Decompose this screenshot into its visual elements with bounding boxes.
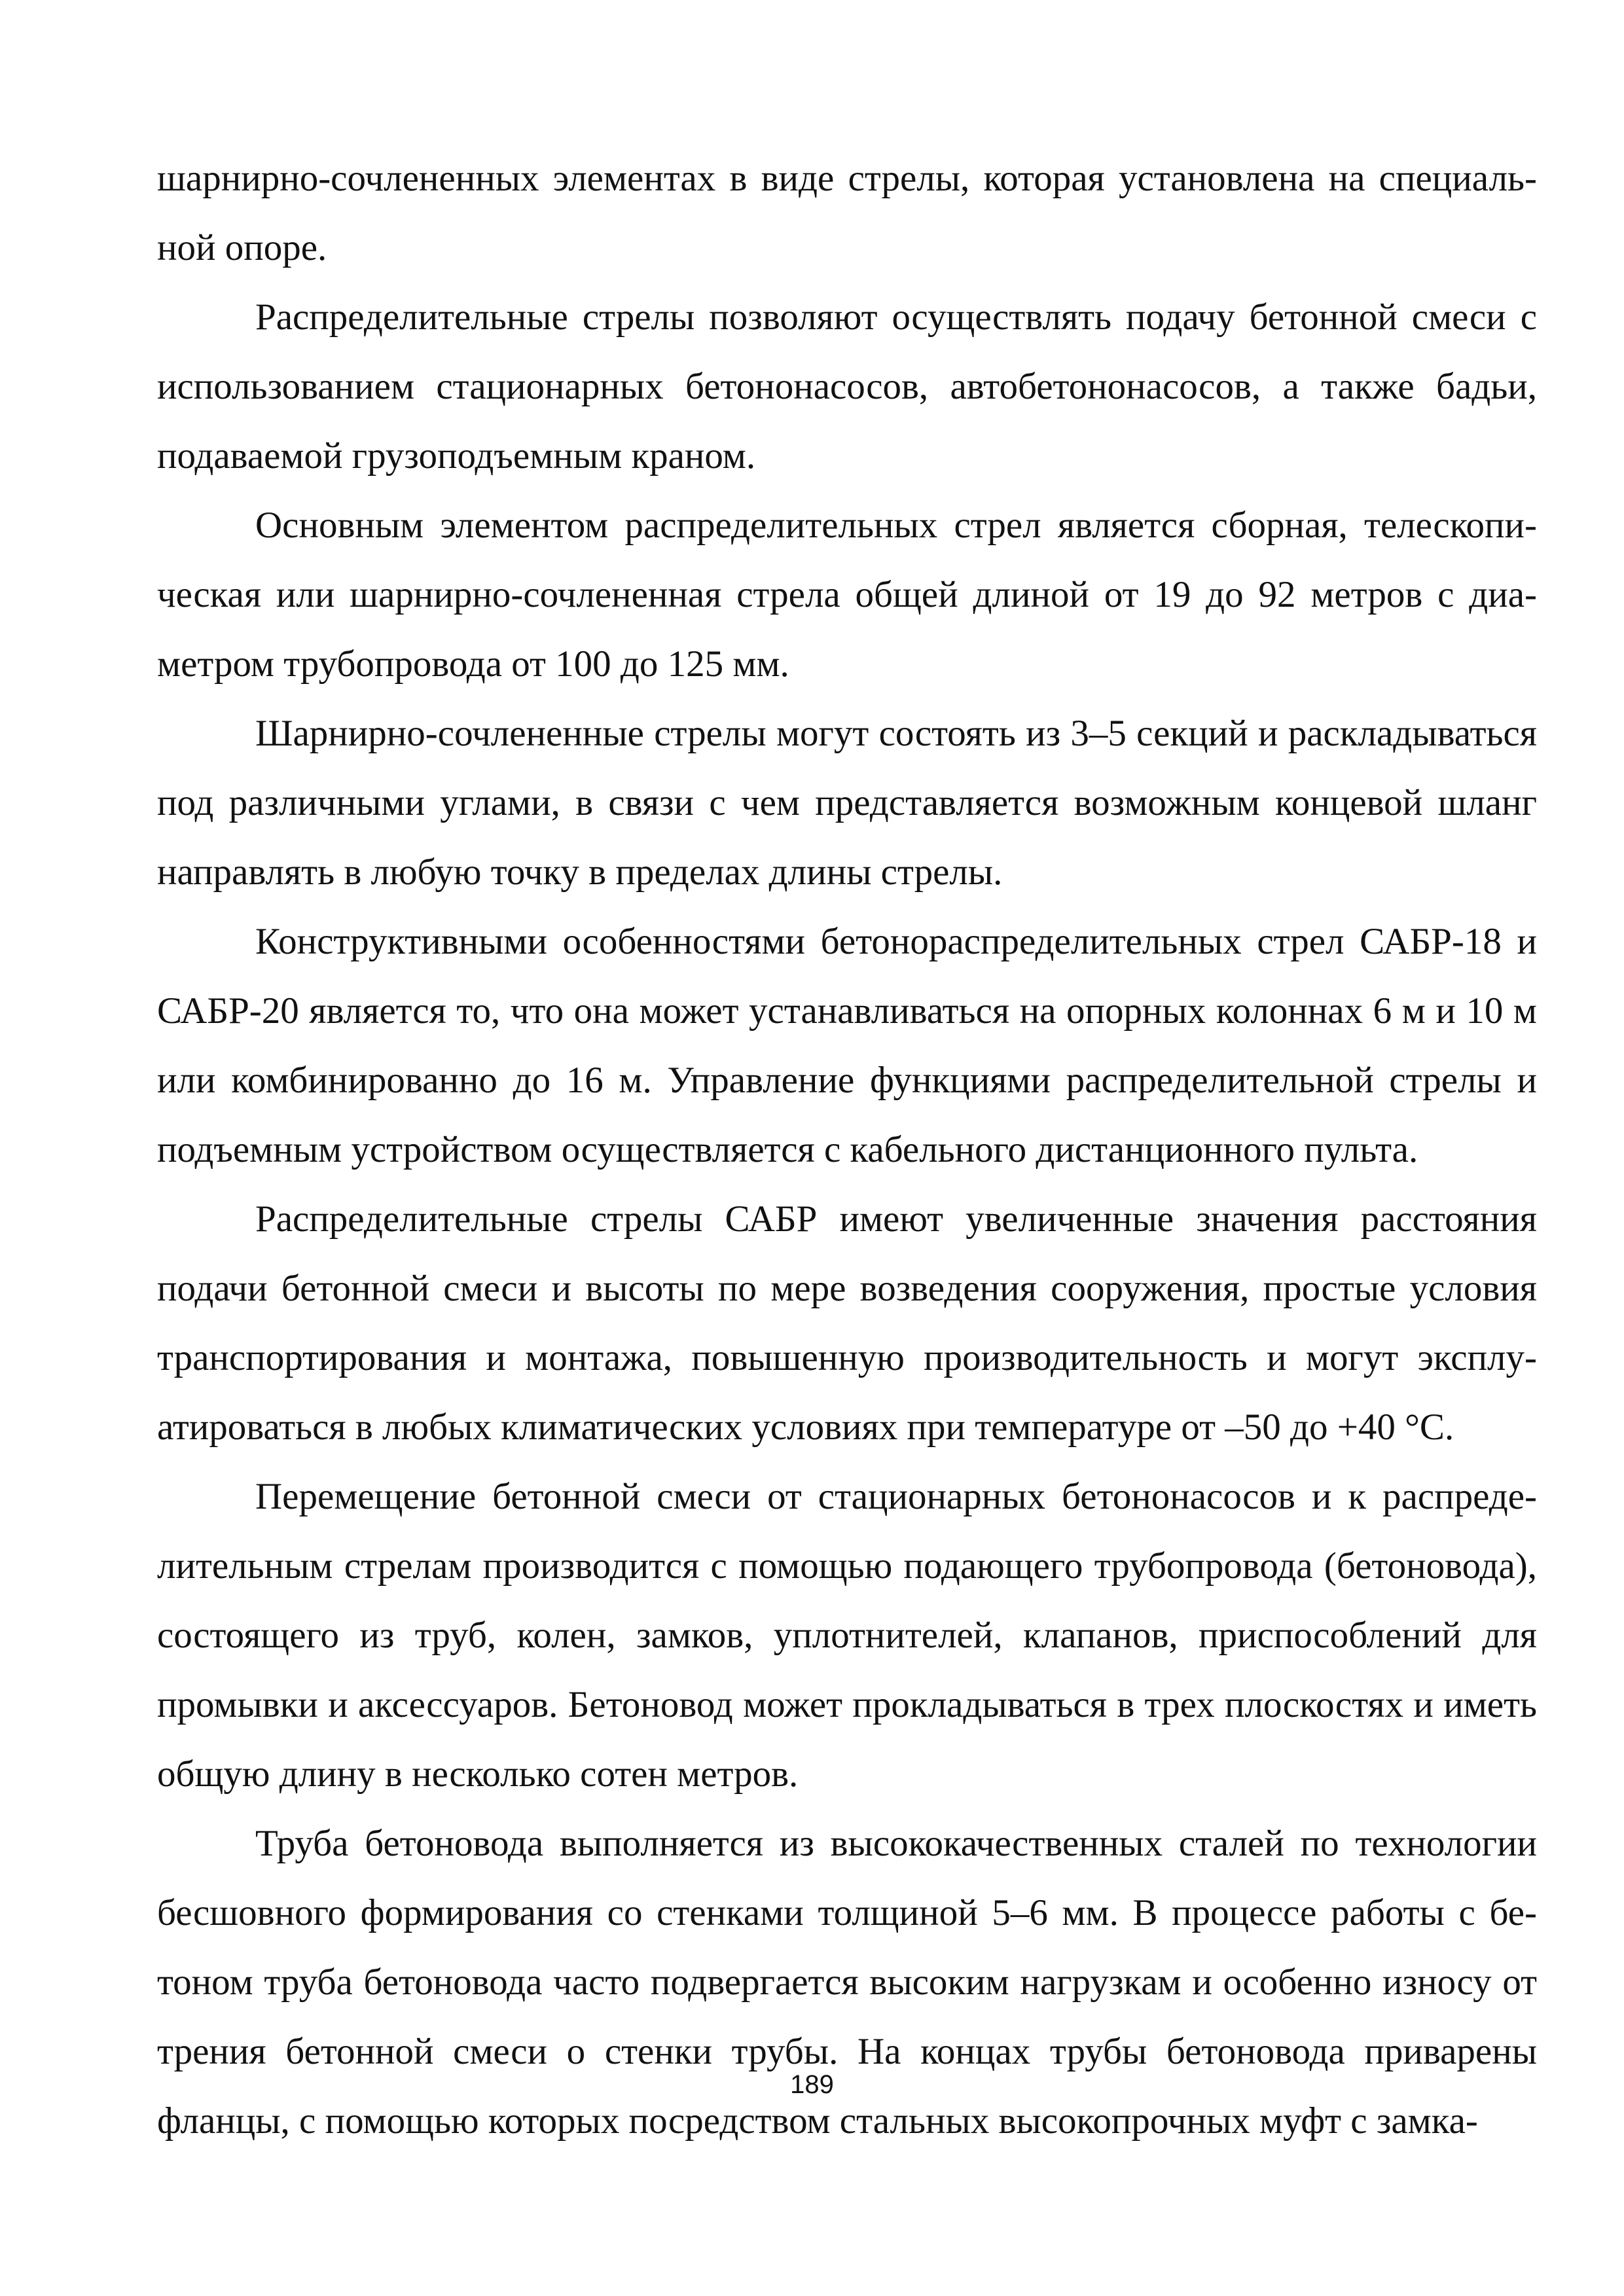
paragraph-sabr-design: Конструктивными особенностями бетонораспределительных стрел САБР-18 и САБР-20 является то, что она может устанавливаться на опорных колоннах 6 м и 10 м или комбинированно до 16 м. Управление функциями распределительной стрелы и подъемным устройством осуществляется с кабельного дистанционного пульта. — [157, 921, 1537, 1170]
body-text — [157, 144, 1537, 2156]
paragraph-concrete-pipeline: Перемещение бетонной смеси от стационарных бетононасосов и к распределительным стрелам производится с помощью подающего трубопровода (бетоновода), состоящего из труб, колен, замков, уплотнителей, клапанов, приспособлений для промывки и аксессуаров. Бетоновод может прокладываться в трех плоскостях и иметь общую длину в несколько сотен метров. — [157, 1476, 1537, 1795]
paragraph-main-element: Основным элементом распределительных стрел является сборная, телескопическая или шарнирно-сочлененная стрела общей длиной от 19 до 92 метров с диаметром трубопровода от 100 до 125 мм. — [157, 505, 1537, 685]
paragraph-pipe-manufacturing: Труба бетоновода выполняется из высококачественных сталей по технологии бесшовного формирования со стенками толщиной 5–6 мм. В процессе работы с бетоном труба бетоновода часто подвергается высоким нагрузкам и особенно износу от трения бетонной смеси о стенки трубы. На концах трубы бетоновода приварены фланцы, с помощью которых посредством стальных высокопрочных муфт с замка- — [157, 1823, 1537, 2142]
paragraph-distribution-booms: Распределительные стрелы позволяют осуществлять подачу бетонной смеси с использованием стационарных бетононасосов, автобетононасосов, а также бадьи, подаваемой грузоподъемным краном. — [157, 296, 1537, 476]
page-number: 189 — [790, 2070, 834, 2099]
paragraph-sabr-features: Распределительные стрелы САБР имеют увеличенные значения расстояния подачи бетонной смеси и высоты по мере возведения сооружения, простые условия транспортирования и монтажа, повышенную производительность и могут эксплуатироваться в любых климатических условиях при температуре от –50 до +40 °С. — [157, 1198, 1537, 1448]
paragraph-articulated-booms: Шарнирно-сочлененные стрелы могут состоять из 3–5 секций и раскладываться под различными углами, в связи с чем представляется возможным концевой шланг направлять в любую точку в пределах длины стрелы. — [157, 713, 1537, 893]
paragraph-continuation: шарнирно-сочлененных элементах в виде стрелы, которая установлена на специальной опоре. — [157, 158, 1537, 268]
